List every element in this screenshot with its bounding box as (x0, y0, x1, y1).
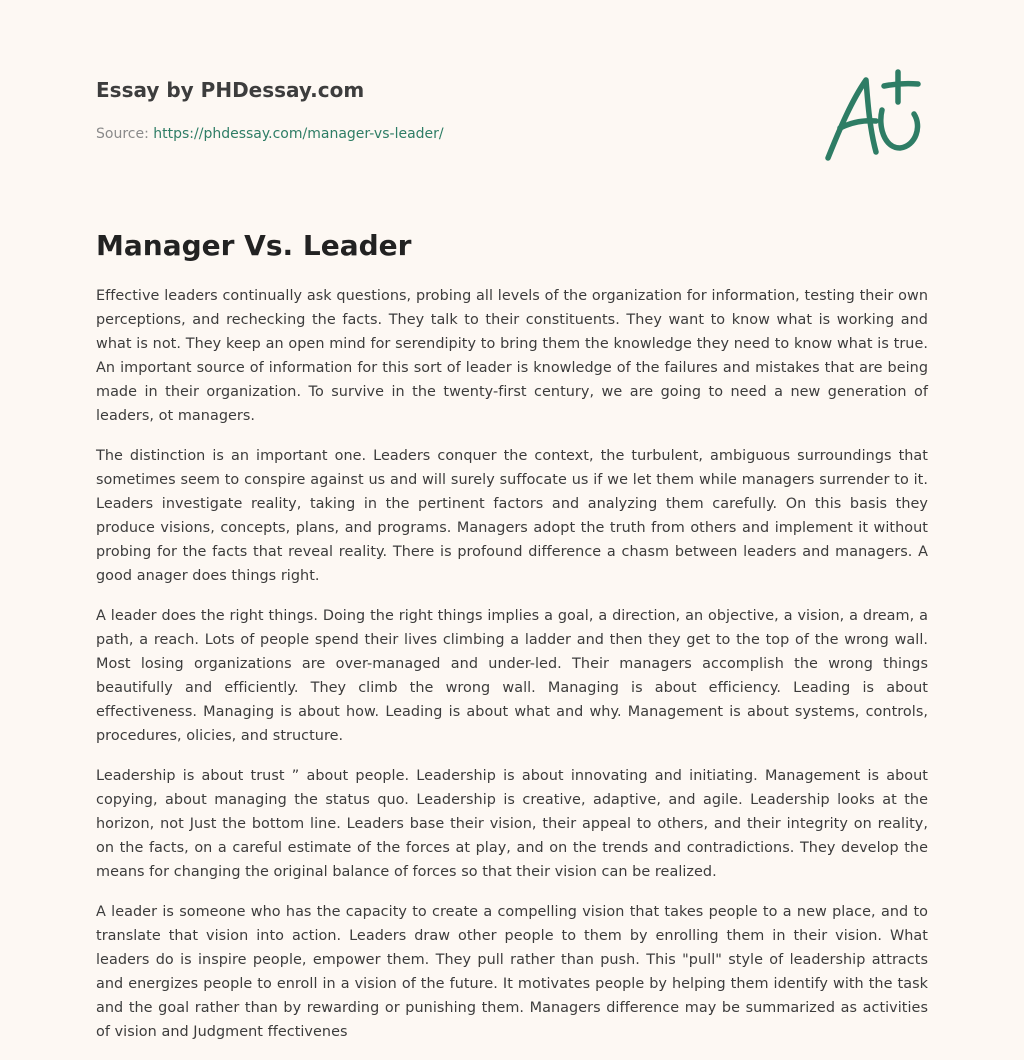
header (96, 76, 796, 144)
paragraph: Effective leaders continually ask questions, probing all levels of the organization for information, testing their own perceptions, and rechecking the facts. They talk to their constituents. They want to know what is working and what is not. They keep an open mind for serendipity to bring them the knowledge they need to know what is true. An important source of information for this sort of leader is knowledge of the failures and mistakes that are being made in their organization. To survive in the twenty-first century, we are going to need a new generation of leaders, ot managers. (96, 288, 928, 424)
paragraph: A leader does the right things. Doing the right things implies a goal, a direction, an objective, a vision, a dream, a path, a reach. Lots of people spend their lives climbing a ladder and then they get to the top of the wrong wall. Most losing organizations are over-managed and under-led. Their managers accomplish the wrong things beautifully and efficiently. They climb the wrong wall. Managing is about efficiency. Leading is about effectiveness. Managing is about how. Leading is about what and why. Management is about systems, controls, procedures, olicies, and structure. (96, 608, 928, 744)
source-line (96, 124, 796, 144)
article-body (96, 284, 928, 1060)
source-label: Source: (96, 126, 154, 142)
paragraph: Leadership is about trust ” about people. Leadership is about innovating and initiating. Management is about copying, about managing the status quo. Leadership is creative, adaptive, and agile. Leadership looks at the horizon, not Just the bottom line. Leaders base their vision, their appeal to others, and their integrity on reality, on the facts, on a careful estimate of the forces at play, and on the trends and contradictions. They develop the means for changing the original balance of forces so that their vision can be realized. (96, 768, 928, 880)
site-title: Essay by PHDessay.com (96, 78, 365, 102)
source-link[interactable]: https://phdessay.com/manager-vs-leader/ (153, 126, 444, 142)
paragraph: A leader is someone who has the capacity to create a compelling vision that takes people to a new place, and to translate that vision into action. Leaders draw other people to them by enrolling them in their vision. What leaders do is inspire people, empower them. They pull rather than push. This "pull" style of leadership attracts and energizes people to enroll in a vision of the future. It motivates people by helping them identify with the task and the goal rather than by rewarding or punishing them. Managers difference may be summarized as activities of vision and Judgment ffectivenes (96, 904, 928, 1040)
paragraph: The distinction is an important one. Leaders conquer the context, the turbulent, ambiguous surroundings that sometimes seem to conspire against us and will surely suffocate us if we let them while managers surrender to it. Leaders investigate reality, taking in the pertinent factors and analyzing them carefully. On this basis they produce visions, concepts, plans, and programs. Managers adopt the truth from others and implement it without probing for the facts that reveal reality. There is profound difference a chasm between leaders and managers. A good anager does things right. (96, 448, 928, 584)
a-plus-grade-icon (818, 66, 930, 166)
page-title: Manager Vs. Leader (96, 229, 412, 262)
